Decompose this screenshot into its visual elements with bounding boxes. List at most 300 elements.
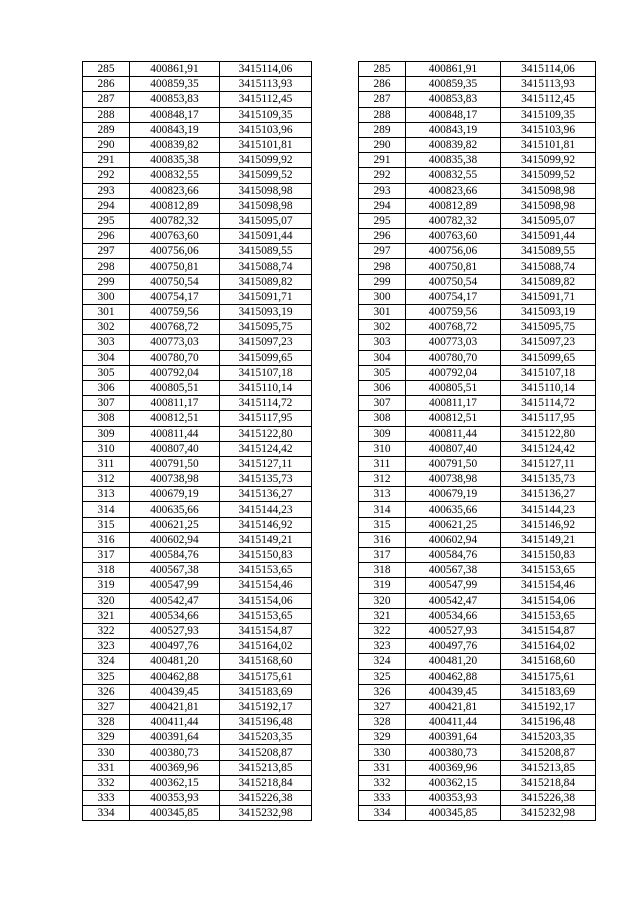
x-coordinate-cell: 400738,98 [406,472,501,487]
y-coordinate-cell: 3415103,96 [501,122,596,137]
point-number-cell: 306 [359,380,406,395]
table-row [83,168,312,183]
point-number-cell: 299 [83,274,130,289]
table-row [83,639,312,654]
point-number-cell: 330 [359,745,406,760]
point-number-cell: 322 [83,623,130,638]
point-number-cell: 294 [359,198,406,213]
y-coordinate-cell: 3415112,45 [220,92,312,107]
table-row [83,654,312,669]
point-number-cell: 286 [359,77,406,92]
table-row [83,274,312,289]
x-coordinate-cell: 400621,25 [406,517,501,532]
point-number-cell: 313 [83,487,130,502]
table-row [83,745,312,760]
table-row [83,320,312,335]
point-number-cell: 330 [83,745,130,760]
y-coordinate-cell: 3415091,44 [220,229,312,244]
point-number-cell: 310 [83,441,130,456]
table-row [359,229,596,244]
y-coordinate-cell: 3415154,46 [501,578,596,593]
y-coordinate-cell: 3415122,80 [220,426,312,441]
y-coordinate-cell: 3415098,98 [220,183,312,198]
y-coordinate-cell: 3415095,75 [220,320,312,335]
point-number-cell: 319 [359,578,406,593]
x-coordinate-cell: 400462,88 [406,669,501,684]
x-coordinate-cell: 400843,19 [406,122,501,137]
y-coordinate-cell: 3415124,42 [501,441,596,456]
y-coordinate-cell: 3415192,17 [220,699,312,714]
x-coordinate-cell: 400362,15 [406,775,501,790]
table-row [83,593,312,608]
table-row [359,578,596,593]
x-coordinate-cell: 400811,17 [130,396,220,411]
y-coordinate-cell: 3415103,96 [220,122,312,137]
y-coordinate-cell: 3415114,06 [220,62,312,77]
point-number-cell: 327 [83,699,130,714]
x-coordinate-cell: 400811,17 [406,396,501,411]
x-coordinate-cell: 400812,89 [130,198,220,213]
table-row [359,350,596,365]
point-number-cell: 297 [359,244,406,259]
x-coordinate-cell: 400807,40 [130,441,220,456]
y-coordinate-cell: 3415213,85 [501,760,596,775]
table-row [83,775,312,790]
y-coordinate-cell: 3415101,81 [501,137,596,152]
table-row [359,760,596,775]
table-row [359,380,596,395]
x-coordinate-cell: 400782,32 [130,213,220,228]
table-row [359,122,596,137]
y-coordinate-cell: 3415144,23 [501,502,596,517]
x-coordinate-cell: 400763,60 [130,229,220,244]
y-coordinate-cell: 3415098,98 [501,198,596,213]
point-number-cell: 312 [83,472,130,487]
y-coordinate-cell: 3415164,02 [501,639,596,654]
x-coordinate-cell: 400812,89 [406,198,501,213]
y-coordinate-cell: 3415232,98 [220,806,312,821]
x-coordinate-cell: 400635,66 [130,502,220,517]
x-coordinate-cell: 400738,98 [130,472,220,487]
y-coordinate-cell: 3415088,74 [501,259,596,274]
x-coordinate-cell: 400542,47 [406,593,501,608]
table-row [359,654,596,669]
table-row [83,669,312,684]
point-number-cell: 331 [83,760,130,775]
x-coordinate-cell: 400542,47 [130,593,220,608]
table-row [359,183,596,198]
table-row [359,213,596,228]
y-coordinate-cell: 3415154,06 [501,593,596,608]
x-coordinate-cell: 400439,45 [130,684,220,699]
point-number-cell: 305 [83,365,130,380]
y-coordinate-cell: 3415196,48 [220,715,312,730]
table-row [359,168,596,183]
table-row [83,229,312,244]
x-coordinate-cell: 400839,82 [130,137,220,152]
point-number-cell: 323 [359,639,406,654]
table-row [83,578,312,593]
table-row [83,456,312,471]
table-row [83,623,312,638]
y-coordinate-cell: 3415089,82 [501,274,596,289]
y-coordinate-cell: 3415099,65 [220,350,312,365]
table-row [83,715,312,730]
table-row [83,487,312,502]
x-coordinate-cell: 400750,54 [130,274,220,289]
x-coordinate-cell: 400497,76 [406,639,501,654]
y-coordinate-cell: 3415109,35 [501,107,596,122]
table-row [359,699,596,714]
y-coordinate-cell: 3415192,17 [501,699,596,714]
table-row [83,502,312,517]
table-row [83,365,312,380]
table-row [83,107,312,122]
y-coordinate-cell: 3415091,71 [220,289,312,304]
y-coordinate-cell: 3415135,73 [501,472,596,487]
y-coordinate-cell: 3415114,72 [220,396,312,411]
x-coordinate-cell: 400780,70 [406,350,501,365]
point-number-cell: 290 [359,137,406,152]
y-coordinate-cell: 3415154,87 [220,623,312,638]
point-number-cell: 286 [83,77,130,92]
y-coordinate-cell: 3415099,65 [501,350,596,365]
x-coordinate-cell: 400759,56 [406,305,501,320]
table-row [83,548,312,563]
x-coordinate-cell: 400584,76 [130,548,220,563]
point-number-cell: 317 [83,548,130,563]
point-number-cell: 306 [83,380,130,395]
table-row [83,472,312,487]
y-coordinate-cell: 3415136,27 [501,487,596,502]
y-coordinate-cell: 3415110,14 [501,380,596,395]
point-number-cell: 324 [359,654,406,669]
y-coordinate-cell: 3415208,87 [220,745,312,760]
x-coordinate-cell: 400859,35 [130,77,220,92]
table-row [359,137,596,152]
table-row [359,639,596,654]
point-number-cell: 325 [359,669,406,684]
table-row [83,563,312,578]
table-row [83,213,312,228]
y-coordinate-cell: 3415099,52 [501,168,596,183]
y-coordinate-cell: 3415122,80 [501,426,596,441]
point-number-cell: 311 [83,456,130,471]
table-row [83,122,312,137]
x-coordinate-cell: 400547,99 [130,578,220,593]
x-coordinate-cell: 400353,93 [130,791,220,806]
table-row [359,593,596,608]
point-number-cell: 323 [83,639,130,654]
y-coordinate-cell: 3415196,48 [501,715,596,730]
y-coordinate-cell: 3415232,98 [501,806,596,821]
y-coordinate-cell: 3415153,65 [220,563,312,578]
point-number-cell: 287 [83,92,130,107]
point-number-cell: 301 [83,305,130,320]
point-number-cell: 297 [83,244,130,259]
point-number-cell: 312 [359,472,406,487]
point-number-cell: 332 [359,775,406,790]
table-row [359,548,596,563]
x-coordinate-cell: 400391,64 [130,730,220,745]
point-number-cell: 320 [359,593,406,608]
x-coordinate-cell: 400768,72 [406,320,501,335]
x-coordinate-cell: 400782,32 [406,213,501,228]
table-row [359,259,596,274]
x-coordinate-cell: 400780,70 [130,350,220,365]
x-coordinate-cell: 400861,91 [406,62,501,77]
y-coordinate-cell: 3415226,38 [501,791,596,806]
table-row [83,730,312,745]
y-coordinate-cell: 3415127,11 [501,456,596,471]
point-number-cell: 333 [83,791,130,806]
y-coordinate-cell: 3415213,85 [220,760,312,775]
point-number-cell: 321 [359,608,406,623]
x-coordinate-cell: 400421,81 [406,699,501,714]
point-number-cell: 285 [359,62,406,77]
point-number-cell: 328 [83,715,130,730]
x-coordinate-cell: 400411,44 [130,715,220,730]
point-number-cell: 309 [83,426,130,441]
point-number-cell: 308 [83,411,130,426]
x-coordinate-cell: 400832,55 [406,168,501,183]
table-row [359,426,596,441]
x-coordinate-cell: 400439,45 [406,684,501,699]
y-coordinate-cell: 3415150,83 [501,548,596,563]
table-row [359,563,596,578]
table-row [359,274,596,289]
x-coordinate-cell: 400750,81 [406,259,501,274]
x-coordinate-cell: 400807,40 [406,441,501,456]
table-row [83,244,312,259]
point-number-cell: 326 [83,684,130,699]
x-coordinate-cell: 400527,93 [130,623,220,638]
x-coordinate-cell: 400362,15 [130,775,220,790]
table-row [83,335,312,350]
x-coordinate-cell: 400759,56 [130,305,220,320]
x-coordinate-cell: 400635,66 [406,502,501,517]
point-number-cell: 302 [359,320,406,335]
y-coordinate-cell: 3415113,93 [501,77,596,92]
x-coordinate-cell: 400792,04 [130,365,220,380]
x-coordinate-cell: 400835,38 [406,153,501,168]
y-coordinate-cell: 3415136,27 [220,487,312,502]
table-row [359,320,596,335]
coordinates-table-right [358,61,596,821]
point-number-cell: 334 [83,806,130,821]
y-coordinate-cell: 3415168,60 [501,654,596,669]
y-coordinate-cell: 3415114,06 [501,62,596,77]
x-coordinate-cell: 400823,66 [406,183,501,198]
x-coordinate-cell: 400380,73 [406,745,501,760]
table-row [359,791,596,806]
point-number-cell: 331 [359,760,406,775]
y-coordinate-cell: 3415153,65 [501,608,596,623]
point-number-cell: 309 [359,426,406,441]
table-row [83,92,312,107]
table-row [359,806,596,821]
y-coordinate-cell: 3415113,93 [220,77,312,92]
point-number-cell: 319 [83,578,130,593]
table-row [359,365,596,380]
point-number-cell: 304 [83,350,130,365]
point-number-cell: 295 [83,213,130,228]
y-coordinate-cell: 3415099,92 [501,153,596,168]
x-coordinate-cell: 400602,94 [406,532,501,547]
table-row [359,198,596,213]
point-number-cell: 302 [83,320,130,335]
table-row [359,472,596,487]
y-coordinate-cell: 3415154,06 [220,593,312,608]
y-coordinate-cell: 3415093,19 [220,305,312,320]
table-row [83,396,312,411]
point-number-cell: 325 [83,669,130,684]
table-row [83,684,312,699]
x-coordinate-cell: 400679,19 [406,487,501,502]
x-coordinate-cell: 400835,38 [130,153,220,168]
y-coordinate-cell: 3415109,35 [220,107,312,122]
y-coordinate-cell: 3415154,87 [501,623,596,638]
table-row [83,426,312,441]
x-coordinate-cell: 400584,76 [406,548,501,563]
x-coordinate-cell: 400750,54 [406,274,501,289]
y-coordinate-cell: 3415101,81 [220,137,312,152]
x-coordinate-cell: 400805,51 [406,380,501,395]
y-coordinate-cell: 3415168,60 [220,654,312,669]
point-number-cell: 311 [359,456,406,471]
x-coordinate-cell: 400763,60 [406,229,501,244]
y-coordinate-cell: 3415153,65 [220,608,312,623]
x-coordinate-cell: 400369,96 [130,760,220,775]
y-coordinate-cell: 3415218,84 [220,775,312,790]
y-coordinate-cell: 3415149,21 [220,532,312,547]
y-coordinate-cell: 3415098,98 [501,183,596,198]
y-coordinate-cell: 3415183,69 [501,684,596,699]
table-row [83,411,312,426]
table-row [83,137,312,152]
y-coordinate-cell: 3415146,92 [220,517,312,532]
y-coordinate-cell: 3415127,11 [220,456,312,471]
table-row [359,623,596,638]
y-coordinate-cell: 3415144,23 [220,502,312,517]
point-number-cell: 315 [359,517,406,532]
table-row [359,730,596,745]
x-coordinate-cell: 400481,20 [130,654,220,669]
table-row [359,305,596,320]
table-row [83,699,312,714]
point-number-cell: 334 [359,806,406,821]
table-row [359,244,596,259]
table-row [359,715,596,730]
y-coordinate-cell: 3415098,98 [220,198,312,213]
table-row [359,669,596,684]
x-coordinate-cell: 400391,64 [406,730,501,745]
x-coordinate-cell: 400621,25 [130,517,220,532]
table-row [83,806,312,821]
table-row [359,502,596,517]
x-coordinate-cell: 400823,66 [130,183,220,198]
table-row [359,396,596,411]
point-number-cell: 329 [359,730,406,745]
y-coordinate-cell: 3415097,23 [501,335,596,350]
x-coordinate-cell: 400497,76 [130,639,220,654]
coordinates-table-left-body [83,62,312,821]
point-number-cell: 320 [83,593,130,608]
table-row [359,107,596,122]
table-row [359,289,596,304]
point-number-cell: 291 [359,153,406,168]
point-number-cell: 303 [83,335,130,350]
point-number-cell: 291 [83,153,130,168]
y-coordinate-cell: 3415117,95 [220,411,312,426]
point-number-cell: 307 [359,396,406,411]
y-coordinate-cell: 3415124,42 [220,441,312,456]
y-coordinate-cell: 3415175,61 [220,669,312,684]
y-coordinate-cell: 3415226,38 [220,791,312,806]
table-row [83,532,312,547]
table-row [359,92,596,107]
table-row [359,608,596,623]
y-coordinate-cell: 3415091,44 [501,229,596,244]
table-row [83,350,312,365]
point-number-cell: 289 [359,122,406,137]
table-row [83,760,312,775]
table-row [359,62,596,77]
y-coordinate-cell: 3415097,23 [220,335,312,350]
x-coordinate-cell: 400791,50 [130,456,220,471]
table-row [359,441,596,456]
table-row [359,153,596,168]
point-number-cell: 298 [359,259,406,274]
x-coordinate-cell: 400768,72 [130,320,220,335]
y-coordinate-cell: 3415089,82 [220,274,312,289]
x-coordinate-cell: 400547,99 [406,578,501,593]
x-coordinate-cell: 400811,44 [130,426,220,441]
x-coordinate-cell: 400353,93 [406,791,501,806]
point-number-cell: 288 [83,107,130,122]
y-coordinate-cell: 3415175,61 [501,669,596,684]
table-row [83,289,312,304]
point-number-cell: 287 [359,92,406,107]
y-coordinate-cell: 3415146,92 [501,517,596,532]
x-coordinate-cell: 400812,51 [130,411,220,426]
x-coordinate-cell: 400754,17 [406,289,501,304]
x-coordinate-cell: 400534,66 [130,608,220,623]
point-number-cell: 301 [359,305,406,320]
y-coordinate-cell: 3415149,21 [501,532,596,547]
point-number-cell: 326 [359,684,406,699]
x-coordinate-cell: 400380,73 [130,745,220,760]
y-coordinate-cell: 3415088,74 [220,259,312,274]
point-number-cell: 305 [359,365,406,380]
table-row [359,532,596,547]
point-number-cell: 327 [359,699,406,714]
point-number-cell: 303 [359,335,406,350]
x-coordinate-cell: 400481,20 [406,654,501,669]
y-coordinate-cell: 3415164,02 [220,639,312,654]
point-number-cell: 321 [83,608,130,623]
point-number-cell: 295 [359,213,406,228]
coordinates-table-left [82,61,312,821]
point-number-cell: 318 [359,563,406,578]
table-row [83,305,312,320]
x-coordinate-cell: 400534,66 [406,608,501,623]
x-coordinate-cell: 400527,93 [406,623,501,638]
point-number-cell: 333 [359,791,406,806]
y-coordinate-cell: 3415089,55 [501,244,596,259]
point-number-cell: 307 [83,396,130,411]
table-row [359,684,596,699]
